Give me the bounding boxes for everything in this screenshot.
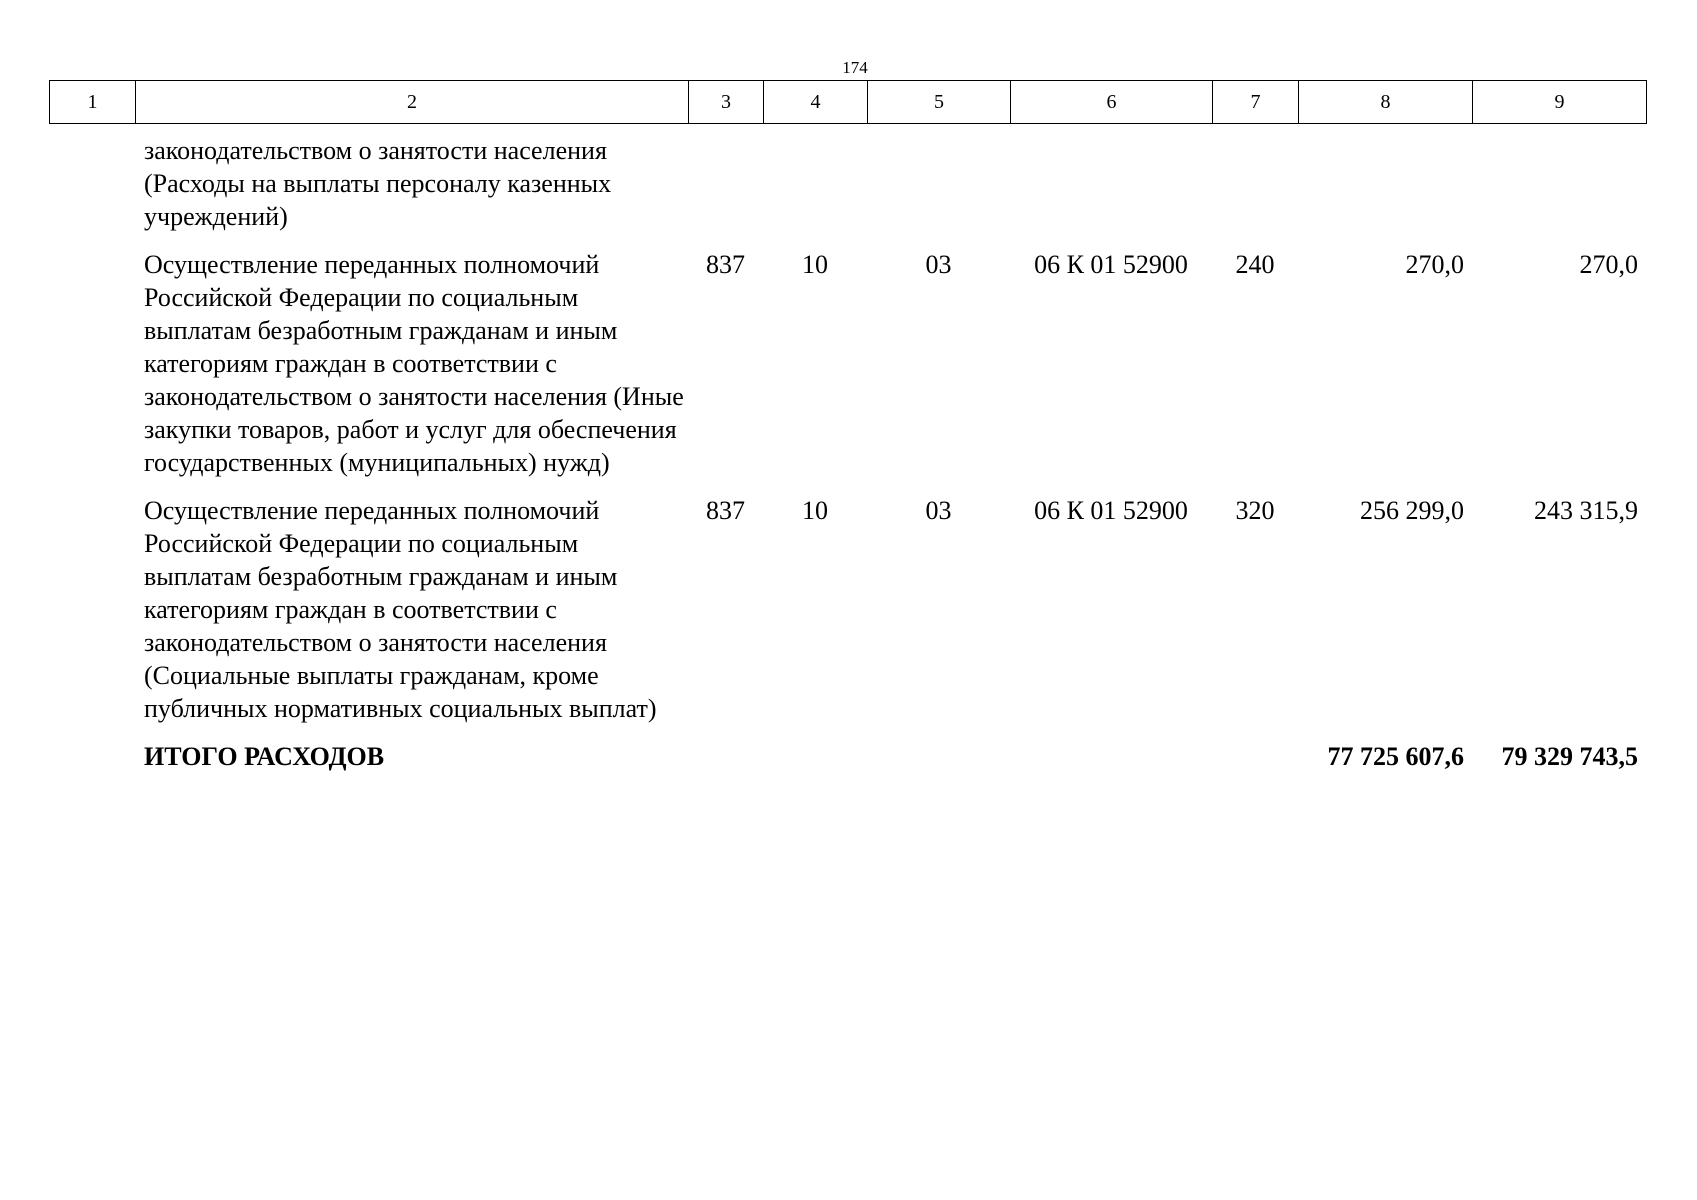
header-col-1: 1	[50, 81, 136, 124]
row-col-7	[1212, 134, 1298, 248]
row-description: законодательством о занятости населения (Расходы на выплаты персоналу казенных учреждений)	[144, 136, 612, 231]
row-col-8	[1298, 134, 1472, 248]
row-col-5: 03	[925, 496, 952, 525]
budget-table	[49, 134, 1646, 773]
table-row	[49, 248, 1646, 494]
row-col-7: 320	[1235, 496, 1275, 525]
column-number-header	[49, 80, 1647, 124]
row-col-9: 243 315,9	[1534, 496, 1638, 525]
row-col-5: 03	[925, 250, 952, 279]
row-col-7: 240	[1235, 250, 1275, 279]
row-col-6: 06 К 01 52900	[1034, 496, 1188, 525]
table-row	[49, 134, 1646, 248]
total-row	[49, 740, 1646, 773]
row-col-4: 10	[802, 496, 828, 525]
header-col-4: 4	[764, 81, 868, 124]
header-col-5: 5	[868, 81, 1011, 124]
page-number: 174	[842, 58, 868, 77]
table-row	[49, 494, 1646, 740]
header-col-9: 9	[1473, 81, 1647, 124]
row-col-3: 837	[706, 496, 745, 525]
row-col-8: 256 299,0	[1360, 496, 1464, 525]
row-col-9: 270,0	[1579, 250, 1638, 279]
row-col-8: 270,0	[1405, 250, 1464, 279]
row-col-4	[763, 134, 867, 248]
total-label: ИТОГО РАСХОДОВ	[144, 742, 385, 771]
row-col-6: 06 К 01 52900	[1034, 250, 1188, 279]
row-col-3: 837	[706, 250, 745, 279]
header-col-7: 7	[1213, 81, 1299, 124]
total-col-8: 77 725 607,6	[1327, 742, 1464, 771]
row-description: Осуществление переданных полномочий Российской Федерации по социальным выплатам безработным гражданам и иным категориям граждан в соответствии с законодательством о занятости населения (Иные закупки товаров, работ и услуг для обеспечения государственных (муниципальных) нужд)	[144, 250, 684, 477]
row-col-4: 10	[802, 250, 828, 279]
row-col-5	[867, 134, 1010, 248]
row-col-6	[1010, 134, 1212, 248]
row-col-3	[688, 134, 763, 248]
header-col-3: 3	[689, 81, 764, 124]
header-col-6: 6	[1011, 81, 1213, 124]
header-col-8: 8	[1299, 81, 1473, 124]
row-description: Осуществление переданных полномочий Российской Федерации по социальным выплатам безработным гражданам и иным категориям граждан в соответствии с законодательством о занятости населения (Социальные выплаты гражданам, кроме публичных нормативных социальных выплат)	[144, 496, 657, 723]
total-col-9: 79 329 743,5	[1501, 742, 1638, 771]
row-col-9	[1472, 134, 1646, 248]
header-col-2: 2	[136, 81, 689, 124]
